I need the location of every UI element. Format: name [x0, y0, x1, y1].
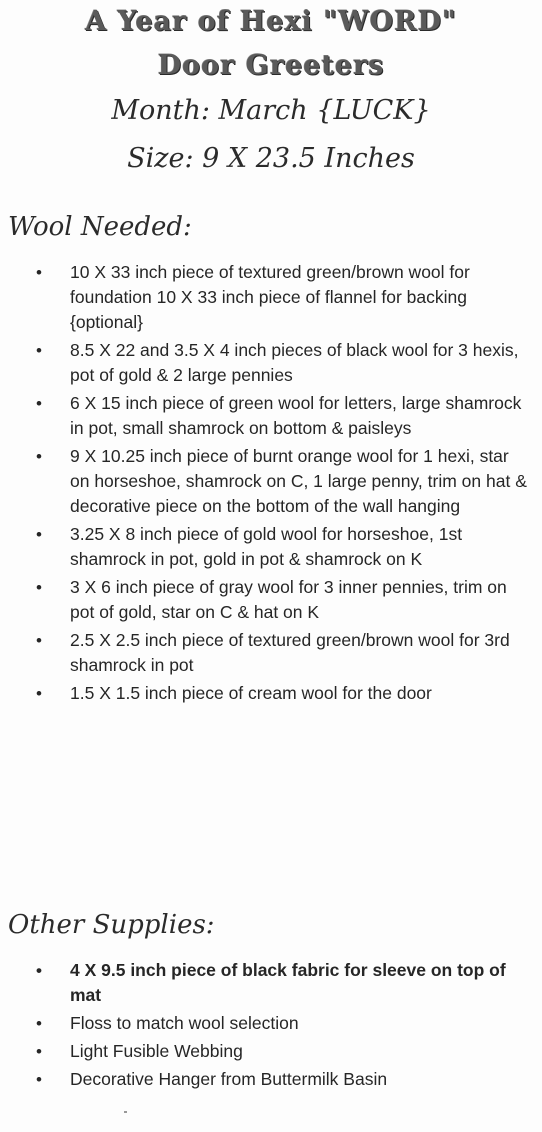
list-item-text: 3 X 6 inch piece of gray wool for 3 inner pennies, trim on pot of gold, star on C & hat on K	[70, 577, 507, 622]
list-item-text: 4 X 9.5 inch piece of black fabric for sleeve on top of mat	[70, 960, 506, 1005]
size-line: Size: 9 X 23.5 Inches	[127, 143, 415, 174]
wool-needed-heading: Wool Needed:	[8, 212, 192, 242]
list-item-text: 2.5 X 2.5 inch piece of textured green/brown wool for 3rd shamrock in pot	[70, 630, 510, 675]
list-item-text: Light Fusible Webbing	[70, 1041, 243, 1061]
scan-speck	[124, 1111, 127, 1113]
list-item-text: Decorative Hanger from Buttermilk Basin	[70, 1069, 388, 1089]
list-item	[28, 575, 528, 625]
list-item-text: 8.5 X 22 and 3.5 X 4 inch pieces of black wool for 3 hexis, pot of gold & 2 large pennies	[70, 340, 519, 385]
list-item-text: 9 X 10.25 inch piece of burnt orange wool for 1 hexi, star on horseshoe, shamrock on C, 1 large penny, trim on hat & decorative piece on the bottom of the wall hanging	[70, 446, 527, 516]
bullet: •	[36, 525, 42, 544]
title-line-2: Door Greeters	[157, 50, 385, 81]
list-item	[28, 1011, 528, 1036]
wool-needed-list	[28, 260, 528, 709]
bullet: •	[36, 394, 42, 413]
list-item	[28, 391, 528, 441]
other-supplies-heading: Other Supplies:	[8, 910, 215, 940]
bullet: •	[36, 341, 42, 360]
bullet: •	[36, 578, 42, 597]
month-line: Month: March {LUCK}	[111, 95, 431, 126]
list-item	[28, 338, 528, 388]
list-item	[28, 1067, 528, 1092]
list-item	[28, 260, 528, 335]
list-item-text: Floss to match wool selection	[70, 1013, 299, 1033]
bullet: •	[36, 684, 42, 703]
other-supplies-list	[28, 958, 528, 1095]
list-item-text: 3.25 X 8 inch piece of gold wool for horseshoe, 1st shamrock in pot, gold in pot & shamrock on K	[70, 524, 463, 569]
list-item	[28, 444, 528, 519]
list-item	[28, 1039, 528, 1064]
bullet: •	[36, 1014, 42, 1033]
bullet: •	[36, 961, 42, 980]
list-item	[28, 681, 528, 706]
bullet: •	[36, 631, 42, 650]
bullet: •	[36, 263, 42, 282]
list-item	[28, 958, 528, 1008]
list-item	[28, 628, 528, 678]
list-item	[28, 522, 528, 572]
bullet: •	[36, 1070, 42, 1089]
list-item-text: 10 X 33 inch piece of textured green/brown wool for foundation 10 X 33 inch piece of flannel for backing {optional}	[70, 262, 470, 332]
bullet: •	[36, 447, 42, 466]
list-item-text: 1.5 X 1.5 inch piece of cream wool for the door	[70, 683, 432, 703]
title-line-1: A Year of Hexi "WORD"	[85, 6, 457, 37]
bullet: •	[36, 1042, 42, 1061]
list-item-text: 6 X 15 inch piece of green wool for letters, large shamrock in pot, small shamrock on bottom & paisleys	[70, 393, 522, 438]
